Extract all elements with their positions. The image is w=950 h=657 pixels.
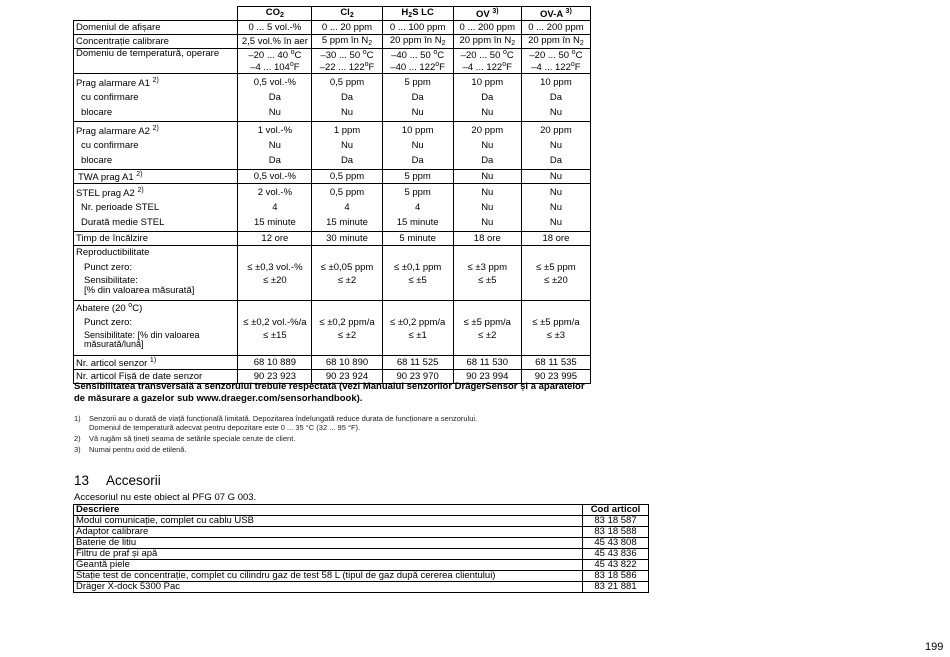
spec-row-alarm-a1: Prag alarmare A1 $^{2)}$ 0,5 vol.-% 0,5 ppm 5 ppm 10 ppm 10 ppm — [74, 74, 591, 92]
spec-header-row — [74, 7, 591, 21]
spec-row-display: Domeniul de afișare 0 ... 5 vol.-% 0 ... 20 ppm 0 ... 100 ppm 0 ... 200 ppm 0 ... 200 ppm — [74, 21, 591, 35]
sensor-spec-table — [73, 6, 591, 384]
col-cl2: $Cl_2$ — [312, 7, 382, 21]
page-number: 199 — [925, 641, 944, 653]
spec-row-a2-lock: blocare Da Da Da Da Da — [74, 152, 591, 170]
spec-row-reproducibility: Reproductibilitate — [74, 246, 591, 260]
spec-row-a2-ack: cu confirmare Nu Nu Nu Nu Nu — [74, 139, 591, 152]
col-co2: $CO_2$ — [238, 7, 312, 21]
spec-row-drift: Abatere (20 $^o$C) — [74, 301, 591, 315]
spec-row-sensor-part-no: Nr. articol senzor $^{1)}$ 68 10 889 68 10 890 68 11 525 68 11 530 68 11 535 — [74, 356, 591, 370]
spec-row-stel-periods: Nr. perioade STEL 4 4 4 Nu Nu — [74, 201, 591, 214]
accessory-row: Filtru de praf și apă 45 43 836 — [74, 549, 649, 560]
accessories-header-row — [74, 505, 649, 516]
col-ov-a: OV-A $^{3)}$ — [521, 7, 590, 21]
section-number: 13 — [74, 473, 90, 488]
col-h2s-lc: $H_2S$ LC — [382, 7, 453, 21]
accessory-row: Geantă piele 45 43 822 — [74, 560, 649, 571]
spec-row-a1-lock: blocare Nu Nu Nu Nu Nu — [74, 104, 591, 122]
accessory-row: Dräger X-dock 5300 Pac 83 21 881 — [74, 582, 649, 593]
spec-row-calibration: Concentrație calibrare 2,5 vol.% în aer 5 ppm în $N_2$ 20 ppm în $N_2$ 20 ppm în $N_2$ 20 ppm în $N_2$ — [74, 35, 591, 49]
col-part-code: Cod articol — [583, 505, 649, 516]
spec-row-twa: TWA prag A1 $^{2)}$ 0,5 vol.-% 0,5 ppm 5 ppm Nu Nu — [74, 170, 591, 184]
accessory-row: Baterie de litiu 45 43 808 — [74, 538, 649, 549]
col-ov: OV $^{3)}$ — [453, 7, 521, 21]
spec-row-repro-sensitivity: Sensibilitate: [% din valoarea măsurată] ≤ ±20 ≤ ±2 ≤ ±5 ≤ ±5 ≤ ±20 — [74, 276, 591, 301]
spec-row-warmup: Timp de încălzire 12 ore 30 minute 5 minute 18 ore 18 ore — [74, 232, 591, 246]
accessory-row: Modul comunicație, complet cu cablu USB 83 18 587 — [74, 516, 649, 527]
footnote-3: 3) Numai pentru oxid de etilenă. — [74, 445, 187, 454]
accessory-row: Adaptor calibrare 83 18 588 — [74, 527, 649, 538]
col-description: Descriere — [74, 505, 583, 516]
spec-row-alarm-a2: Prag alarmare A2 $^{2)}$ 1 vol.-% 1 ppm 10 ppm 20 ppm 20 ppm — [74, 122, 591, 140]
footnote-1: 1) Senzorii au o durată de viață funcțională limitată. Depozitarea îndelungată reduce durata de funcționare a senzorului. Domeniul de temperatură adecvat pentru depozitare este 0 ... 35 °C (32 ... 95 °F). — [74, 414, 478, 432]
accessory-row: Stație test de concentrație, complet cu cilindru gaz de test 58 L (tipul de gaz după cererea clientului) 83 18 586 — [74, 571, 649, 582]
accessories-intro: Accesoriul nu este obiect al PFG 07 G 003. — [74, 492, 257, 503]
spec-row-drift-sensitivity: Sensibilitate: [% din valoarea măsurată/lună] ≤ ±15 ≤ ±2 ≤ ±1 ≤ ±2 ≤ ±3 — [74, 331, 591, 356]
spec-row-temperature: Domeniu de temperatură, operare –20 ... 40 $^o$C –4 ... 104$^o$F –30 ... 50 $^o$C –22 ... 122$^o$F –40 ... 50 $^o$C –40 ... 122$^o$F –20 ... 50 $^o$C –4 ... 122$^o$F –20 ... 50 $^o$C –4 ... 122$^o$F — [74, 49, 591, 74]
spec-row-datasheet-no: Nr. articol Fișă de date senzor 90 23 923 90 23 924 90 23 970 90 23 994 90 23 995 — [74, 370, 591, 384]
accessories-table — [73, 504, 649, 593]
cross-sensitivity-note: Sensibilitatea transversală a senzorului trebuie respectată (vezi Manualul senzorilor DrägerSensor și a aparatelor de măsurare a gazelor sub www.draeger.com/sensorhandbook). — [74, 381, 585, 404]
spec-row-stel-duration: Durată medie STEL 15 minute 15 minute 15 minute Nu Nu — [74, 214, 591, 232]
footnote-2: 2) Vă rugăm să țineți seama de setările speciale cerute de client. — [74, 434, 296, 443]
spec-row-repro-zero: Punct zero: ≤ ±0,3 vol.-% ≤ ±0,05 ppm ≤ ±0,1 ppm ≤ ±3 ppm ≤ ±5 ppm — [74, 259, 591, 276]
section-title: Accesorii — [106, 473, 161, 488]
spec-row-drift-zero: Punct zero: ≤ ±0,2 vol.-%/a ≤ ±0,2 ppm/a ≤ ±0,2 ppm/a ≤ ±5 ppm/a ≤ ±5 ppm/a — [74, 314, 591, 331]
spec-row-a1-ack: cu confirmare Da Da Da Da Da — [74, 91, 591, 104]
spec-row-stel: STEL prag A2 $^{2)}$ 2 vol.-% 0,5 ppm 5 ppm Nu Nu — [74, 184, 591, 202]
